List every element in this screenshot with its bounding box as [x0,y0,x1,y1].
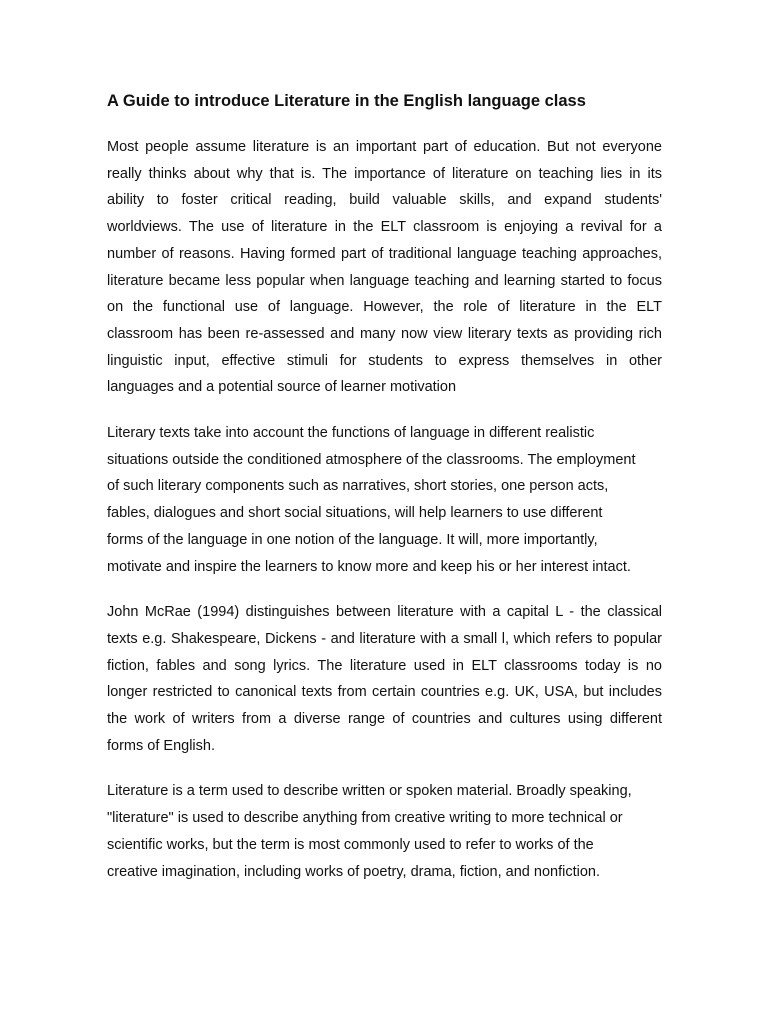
paragraph [107,599,662,759]
text-line: linguistic input, effective stimuli for students to express themselves in other [107,352,662,369]
document-title: A Guide to introduce Literature in the English language class [107,92,586,110]
text-line: John McRae (1994) distinguishes between literature with a capital L - the classical [107,604,662,621]
text-line: scientific works, but the term is most commonly used to refer to works of the [107,836,594,853]
text-line: ability to foster critical reading, build valuable skills, and expand students' [107,192,662,209]
text-line: of such literary components such as narratives, short stories, one person acts, [107,478,609,495]
text-line: on the functional use of language. However, the role of literature in the ELT [107,299,662,316]
text-line: Literature is a term used to describe written or spoken material. Broadly speaking, [107,783,632,800]
document-content [107,88,662,904]
text-line: classroom has been re-assessed and many now view literary texts as providing rich [107,325,662,342]
text-line: forms of English. [107,737,215,754]
paragraph [107,134,662,401]
text-line: creative imagination, including works of poetry, drama, fiction, and nonfiction. [107,863,600,880]
text-line: longer restricted to canonical texts from certain countries e.g. UK, USA, but includes [107,684,662,701]
text-line: motivate and inspire the learners to know more and keep his or her interest intact. [107,558,631,575]
text-line: "literature" is used to describe anything from creative writing to more technical or [107,810,623,827]
text-line: worldviews. The use of literature in the ELT classroom is enjoying a revival for a [107,219,662,236]
paragraph [107,420,662,580]
paragraph [107,778,662,885]
text-line: Literary texts take into account the functions of language in different realistic [107,425,595,442]
text-line: Most people assume literature is an important part of education. But not everyone [107,139,662,155]
text-line: fiction, fables and song lyrics. The literature used in ELT classrooms today is no [107,657,662,674]
text-line: fables, dialogues and short social situations, will help learners to use different [107,505,603,522]
text-line: situations outside the conditioned atmosphere of the classrooms. The employment [107,451,636,468]
text-line: really thinks about why that is. The importance of literature on teaching lies in its [107,165,662,182]
text-line: languages and a potential source of learner motivation [107,379,457,396]
text-line: forms of the language in one notion of the language. It will, more importantly, [107,531,598,548]
text-line: the work of writers from a diverse range of countries and cultures using different [107,711,662,728]
text-line: texts e.g. Shakespeare, Dickens - and literature with a small l, which refers to popular [107,630,662,647]
text-line: number of reasons. Having formed part of traditional language teaching approaches, [107,245,662,262]
text-line: literature became less popular when language teaching and learning started to focus [107,272,662,289]
